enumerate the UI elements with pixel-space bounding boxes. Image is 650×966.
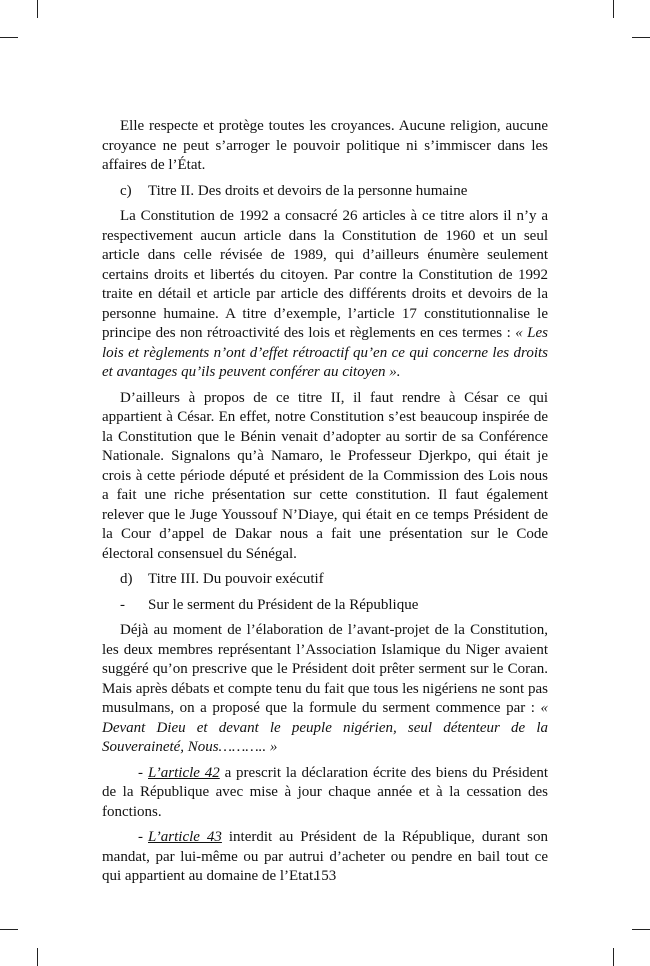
section-heading-c bbox=[102, 182, 548, 202]
crop-mark bbox=[0, 929, 18, 930]
quote: « Devant Dieu et devant le peuple nigérien, seul détenteur de la Souveraineté, Nous……….. » bbox=[102, 700, 548, 755]
article-reference: L’article 43 bbox=[148, 829, 222, 845]
crop-mark bbox=[613, 948, 614, 966]
article-reference: L’article 42 bbox=[148, 764, 220, 781]
dash-marker: - bbox=[120, 596, 125, 613]
paragraph-text: Déjà au moment de l’élaboration de l’avant-projet de la Constitution, les deux membres représentant l’Association Islamique du Niger avaient suggéré qu’on prescrive que le Président doit prêter serment sur le Coran. Mais après débats et compte tenu du fait que tous les nigériens ne sont pas musulmans, on a proposé que la formule du serment commence par : bbox=[102, 622, 548, 716]
section-heading-d bbox=[102, 570, 548, 590]
crop-mark bbox=[37, 948, 38, 966]
crop-mark bbox=[37, 0, 38, 18]
item-text: Sur le serment du Président de la République bbox=[148, 596, 419, 613]
dash-item bbox=[102, 764, 548, 823]
item-text: interdit au Président de la République, durant son mandat, par lui-même ou par autrui d’acheter ou pendre en bail tout ce qui appartient au domaine de l’Etat. bbox=[102, 829, 548, 884]
heading-text: Titre II. Des droits et devoirs de la personne humaine bbox=[148, 182, 468, 199]
paragraph bbox=[102, 207, 548, 383]
dash-marker: - bbox=[138, 829, 143, 845]
quote: « Les lois et règlements n’ont d’effet rétroactif qu’en ce qui concerne les droits et avantages qu’ils peuvent conférer au citoyen ». bbox=[102, 325, 548, 380]
dash-item bbox=[102, 596, 548, 616]
crop-mark bbox=[632, 929, 650, 930]
dash-marker: - bbox=[138, 764, 143, 781]
list-marker: d) bbox=[120, 571, 133, 587]
paragraph bbox=[102, 621, 548, 758]
crop-mark bbox=[613, 0, 614, 18]
item-text: a prescrit la déclaration écrite des biens du Président de la République avec mise à jour chaque année et à la cessation des fonctions. bbox=[102, 764, 548, 820]
paragraph: Elle respecte et protège toutes les croyances. Aucune religion, aucune croyance ne peut s’arroger le pouvoir politique ni s’immiscer dans les affaires de l’État. bbox=[102, 118, 548, 173]
page-number: 153 bbox=[313, 868, 337, 884]
paragraph-text: La Constitution de 1992 a consacré 26 articles à ce titre alors il n’y a respectivement aucun article dans la Constitution de 1960 et un seul article dans celle révisée de 1989, qui d’ailleurs énumère seulement certains droits et libertés du citoyen. Par contre la Constitution de 1992 traite en détail et article par article des différents droits et devoirs de la personne humaine. A titre d’exemple, l’article 17 constitutionnalise le principe des non rétroactivité des lois et règlements en ces termes : bbox=[102, 208, 548, 341]
page-body bbox=[102, 117, 548, 893]
paragraph: D’ailleurs à propos de ce titre II, il faut rendre à César ce qui appartient à César. En effet, notre Constitution s’est beaucoup inspirée de la Constitution que le Bénin venait d’adopter au sortir de sa Conférence Nationale. Signalons qu’à Namaro, le Professeur Djerkpo, qui était je crois à cette période député et président de la Commission des Lois nous a fait une riche présentation sur cette constitution. Il faut également relever que le Juge Youssouf N’Diaye, qui était en ce temps Président de la Cour d’appel de Dakar nous a fait une présentation sur le Code électoral consensuel du Sénégal. bbox=[102, 389, 548, 562]
crop-mark bbox=[0, 37, 18, 38]
crop-mark bbox=[632, 37, 650, 38]
list-marker: c) bbox=[120, 182, 132, 199]
heading-text: Titre III. Du pouvoir exécutif bbox=[148, 571, 324, 587]
